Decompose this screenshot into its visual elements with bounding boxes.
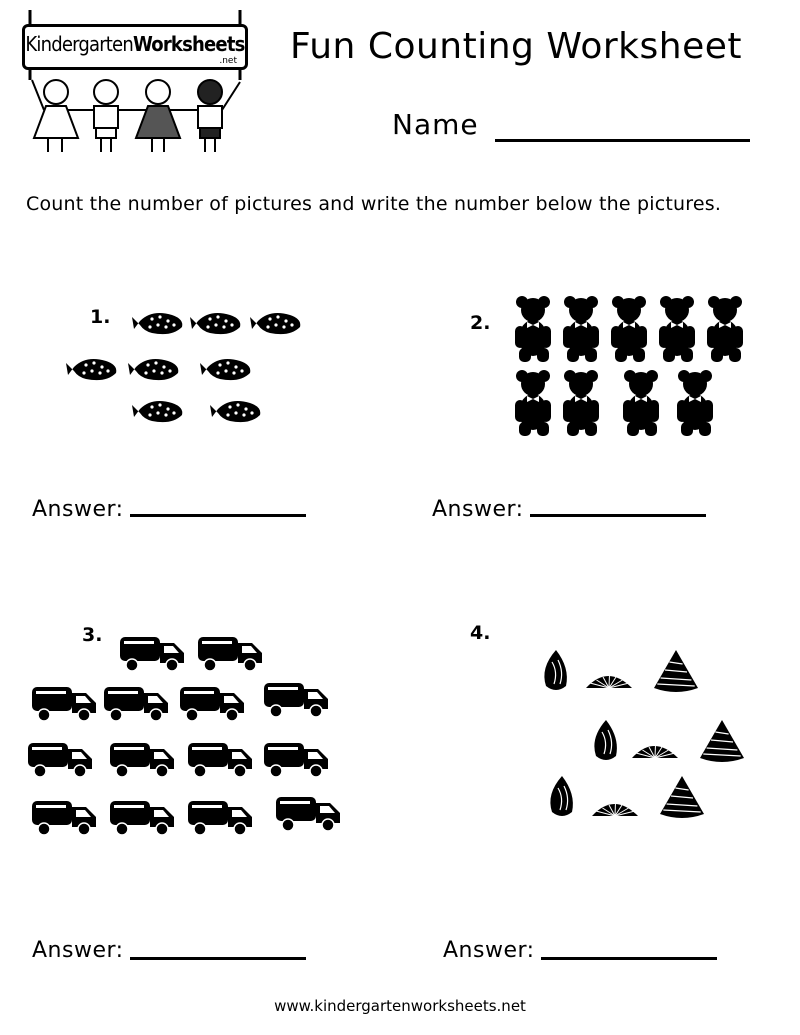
truck-icon <box>32 801 96 835</box>
problem-2-answer-line[interactable] <box>530 514 706 517</box>
teddy-bear-icon <box>515 370 551 436</box>
problem-4-answer-line[interactable] <box>541 957 717 960</box>
teddy-bear-icon <box>707 296 743 362</box>
name-label: Name <box>392 108 479 141</box>
logo-text-kindergarten: Kindergarten <box>25 32 133 56</box>
problem-3-answer-line[interactable] <box>130 957 306 960</box>
problem-1-pictures <box>60 295 360 435</box>
teddy-bear-icon <box>659 296 695 362</box>
page-title: Fun Counting Worksheet <box>290 26 742 67</box>
whale-icon <box>210 401 260 422</box>
teddy-bear-icon <box>611 296 647 362</box>
seashell-icon <box>586 674 632 688</box>
teddy-bear-icon <box>563 370 599 436</box>
teddy-bear-icon <box>563 296 599 362</box>
teddy-bear-icon <box>515 296 551 362</box>
seashell-icon <box>544 650 567 690</box>
whale-icon <box>200 359 250 380</box>
whale-icon <box>66 359 116 380</box>
truck-icon <box>188 743 252 777</box>
problem-2-pictures <box>505 290 765 440</box>
teddy-bear-icon <box>623 370 659 436</box>
seashell-icon <box>592 802 638 816</box>
problem-4-pictures <box>530 640 770 840</box>
whale-icon <box>132 401 182 422</box>
truck-icon <box>120 637 184 671</box>
truck-icon <box>110 801 174 835</box>
seashell-icon <box>700 720 744 762</box>
seashell-icon <box>594 720 617 760</box>
problem-2-number: 2. <box>470 312 491 334</box>
seashell-icon <box>654 650 698 692</box>
logo-text-worksheets: Worksheets <box>132 32 245 56</box>
problem-3-number: 3. <box>82 624 103 646</box>
problem-4-answer-label: Answer: <box>443 938 535 963</box>
logo-suffix: .net <box>219 56 237 66</box>
problem-1-number: 1. <box>90 306 111 328</box>
problem-3-pictures <box>22 625 342 845</box>
truck-icon <box>32 687 96 721</box>
footer-website: www.kindergartenworksheets.net <box>274 997 526 1015</box>
teddy-bear-icon <box>677 370 713 436</box>
site-logo <box>18 10 258 160</box>
problem-1-answer-line[interactable] <box>130 514 306 517</box>
whale-icon <box>128 359 178 380</box>
truck-icon <box>276 797 340 831</box>
problem-2-answer-label: Answer: <box>432 497 524 522</box>
truck-icon <box>264 683 328 717</box>
truck-icon <box>110 743 174 777</box>
truck-icon <box>28 743 92 777</box>
truck-icon <box>188 801 252 835</box>
whale-icon <box>190 313 240 334</box>
problem-4-number: 4. <box>470 622 491 644</box>
seashell-icon <box>550 776 573 816</box>
instructions: Count the number of pictures and write the number below the pictures. <box>26 193 722 215</box>
whale-icon <box>250 313 300 334</box>
seashell-icon <box>632 744 678 758</box>
problem-3-answer-label: Answer: <box>32 938 124 963</box>
seashell-icon <box>660 776 704 818</box>
truck-icon <box>180 687 244 721</box>
whale-icon <box>132 313 182 334</box>
truck-icon <box>198 637 262 671</box>
truck-icon <box>104 687 168 721</box>
truck-icon <box>264 743 328 777</box>
problem-1-answer-label: Answer: <box>32 497 124 522</box>
name-blank-line[interactable] <box>495 139 750 142</box>
